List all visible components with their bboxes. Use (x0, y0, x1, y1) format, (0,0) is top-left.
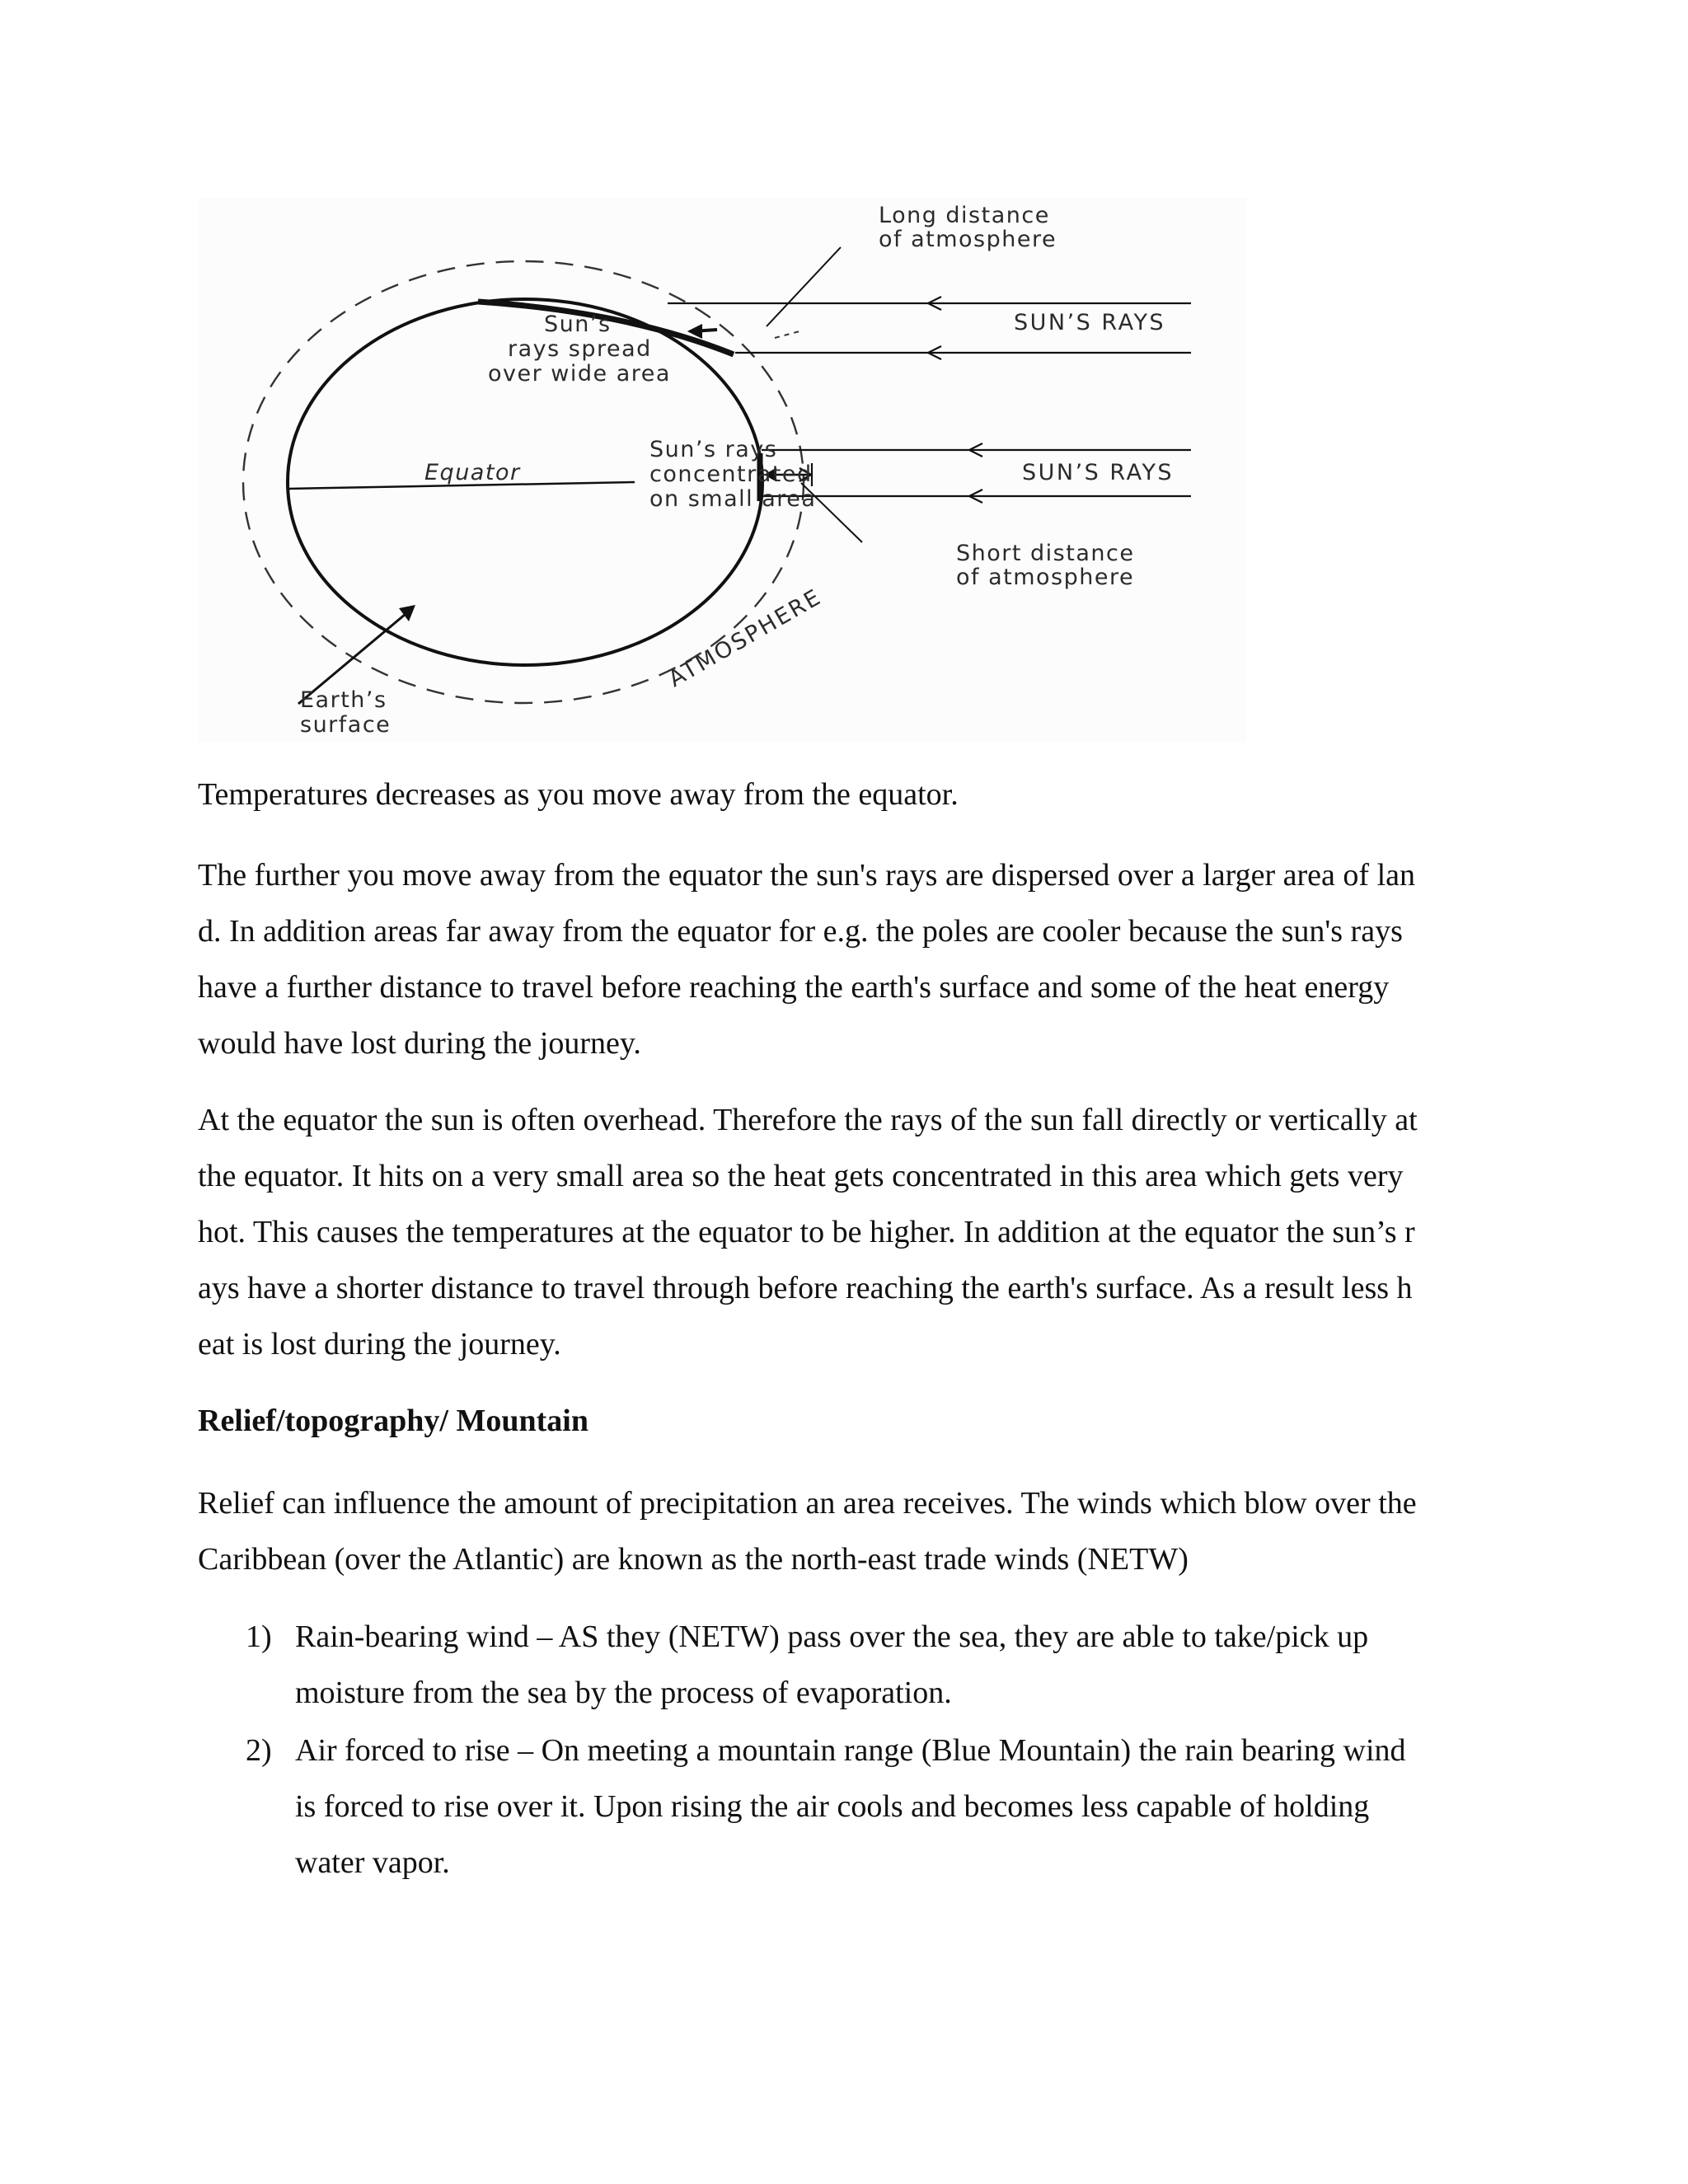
label-long-distance-2: of atmosphere (879, 227, 1057, 252)
list-item (198, 1609, 1475, 1721)
list-item-line: is forced to rise over it. Upon rising the air cools and becomes less capable of holding (295, 1789, 1370, 1824)
list-number: 1) (246, 1619, 272, 1654)
para-4-line: Caribbean (over the Atlantic) are known as the north-east trade winds (NETW) (198, 1542, 1189, 1577)
label-spread-1: Sun’s (544, 312, 612, 337)
label-suns-rays-mid: SUN’S RAYS (1022, 460, 1175, 485)
label-concentrated-1: Sun’s rays (649, 437, 778, 462)
section-heading-relief: Relief/topography/ Mountain (198, 1404, 588, 1438)
label-equator: Equator (424, 460, 521, 485)
label-atmosphere: ATMOSPHERE (664, 583, 827, 693)
label-spread-2: rays spread (508, 336, 652, 362)
paragraph-dispersed-rays (198, 847, 1475, 1071)
label-earth-surface-1: Earth’s (300, 687, 387, 713)
list-item-line: water vapor. (295, 1845, 450, 1880)
para-3-line: ays have a shorter distance to travel through before reaching the earth's surface. As a result less h (198, 1271, 1413, 1305)
paragraph-temperature-decrease (198, 766, 1475, 823)
para-3-line: the equator. It hits on a very small area so the heat gets concentrated in this area which gets very (198, 1159, 1404, 1193)
list-item-line: Air forced to rise – On meeting a mountain range (Blue Mountain) the rain bearing wind (295, 1733, 1406, 1768)
list-item-line: moisture from the sea by the process of evaporation. (295, 1675, 952, 1710)
list-item-line: Rain-bearing wind – AS they (NETW) pass over the sea, they are able to take/pick up (295, 1619, 1369, 1654)
para-2-line: would have lost during the journey. (198, 1026, 641, 1061)
para-2-line: The further you move away from the equator the sun's rays are dispersed over a larger area of lan (198, 858, 1415, 893)
sun-rays-diagram (198, 198, 1246, 742)
para-2-line: d. In addition areas far away from the equator for e.g. the poles are cooler because the sun's rays (198, 914, 1403, 949)
label-suns-rays-top: SUN’S RAYS (1014, 310, 1166, 335)
label-long-distance-1: Long distance (879, 203, 1050, 228)
diagram-svg (198, 198, 1246, 742)
list-number: 2) (246, 1733, 272, 1768)
para-3-line: At the equator the sun is often overhead. Therefore the rays of the sun fall directly or vertically at (198, 1103, 1418, 1137)
long-distance-leader (767, 247, 841, 326)
paragraph-relief-intro (198, 1475, 1475, 1587)
label-short-distance-2: of atmosphere (956, 565, 1135, 590)
label-concentrated-3: on small area (649, 486, 817, 512)
para-4-line: Relief can influence the amount of precipitation an area receives. The winds which blow over the (198, 1486, 1417, 1521)
para-2-line: have a further distance to travel before reaching the earth's surface and some of the heat energy (198, 970, 1390, 1005)
para-3-line: eat is lost during the journey. (198, 1327, 561, 1361)
label-earth-surface-2: surface (300, 712, 392, 738)
list-item (198, 1722, 1475, 1891)
numbered-list (198, 1609, 1475, 1891)
para-3-line: hot. This causes the temperatures at the equator to be higher. In addition at the equator the sun’s r (198, 1215, 1415, 1249)
para-1-line: Temperatures decreases as you move away from the equator. (198, 777, 959, 812)
label-spread-3: over wide area (488, 361, 671, 387)
paragraph-equator-overhead (198, 1092, 1475, 1372)
label-short-distance-1: Short distance (956, 541, 1135, 566)
label-concentrated-2: concentrated (649, 462, 813, 487)
